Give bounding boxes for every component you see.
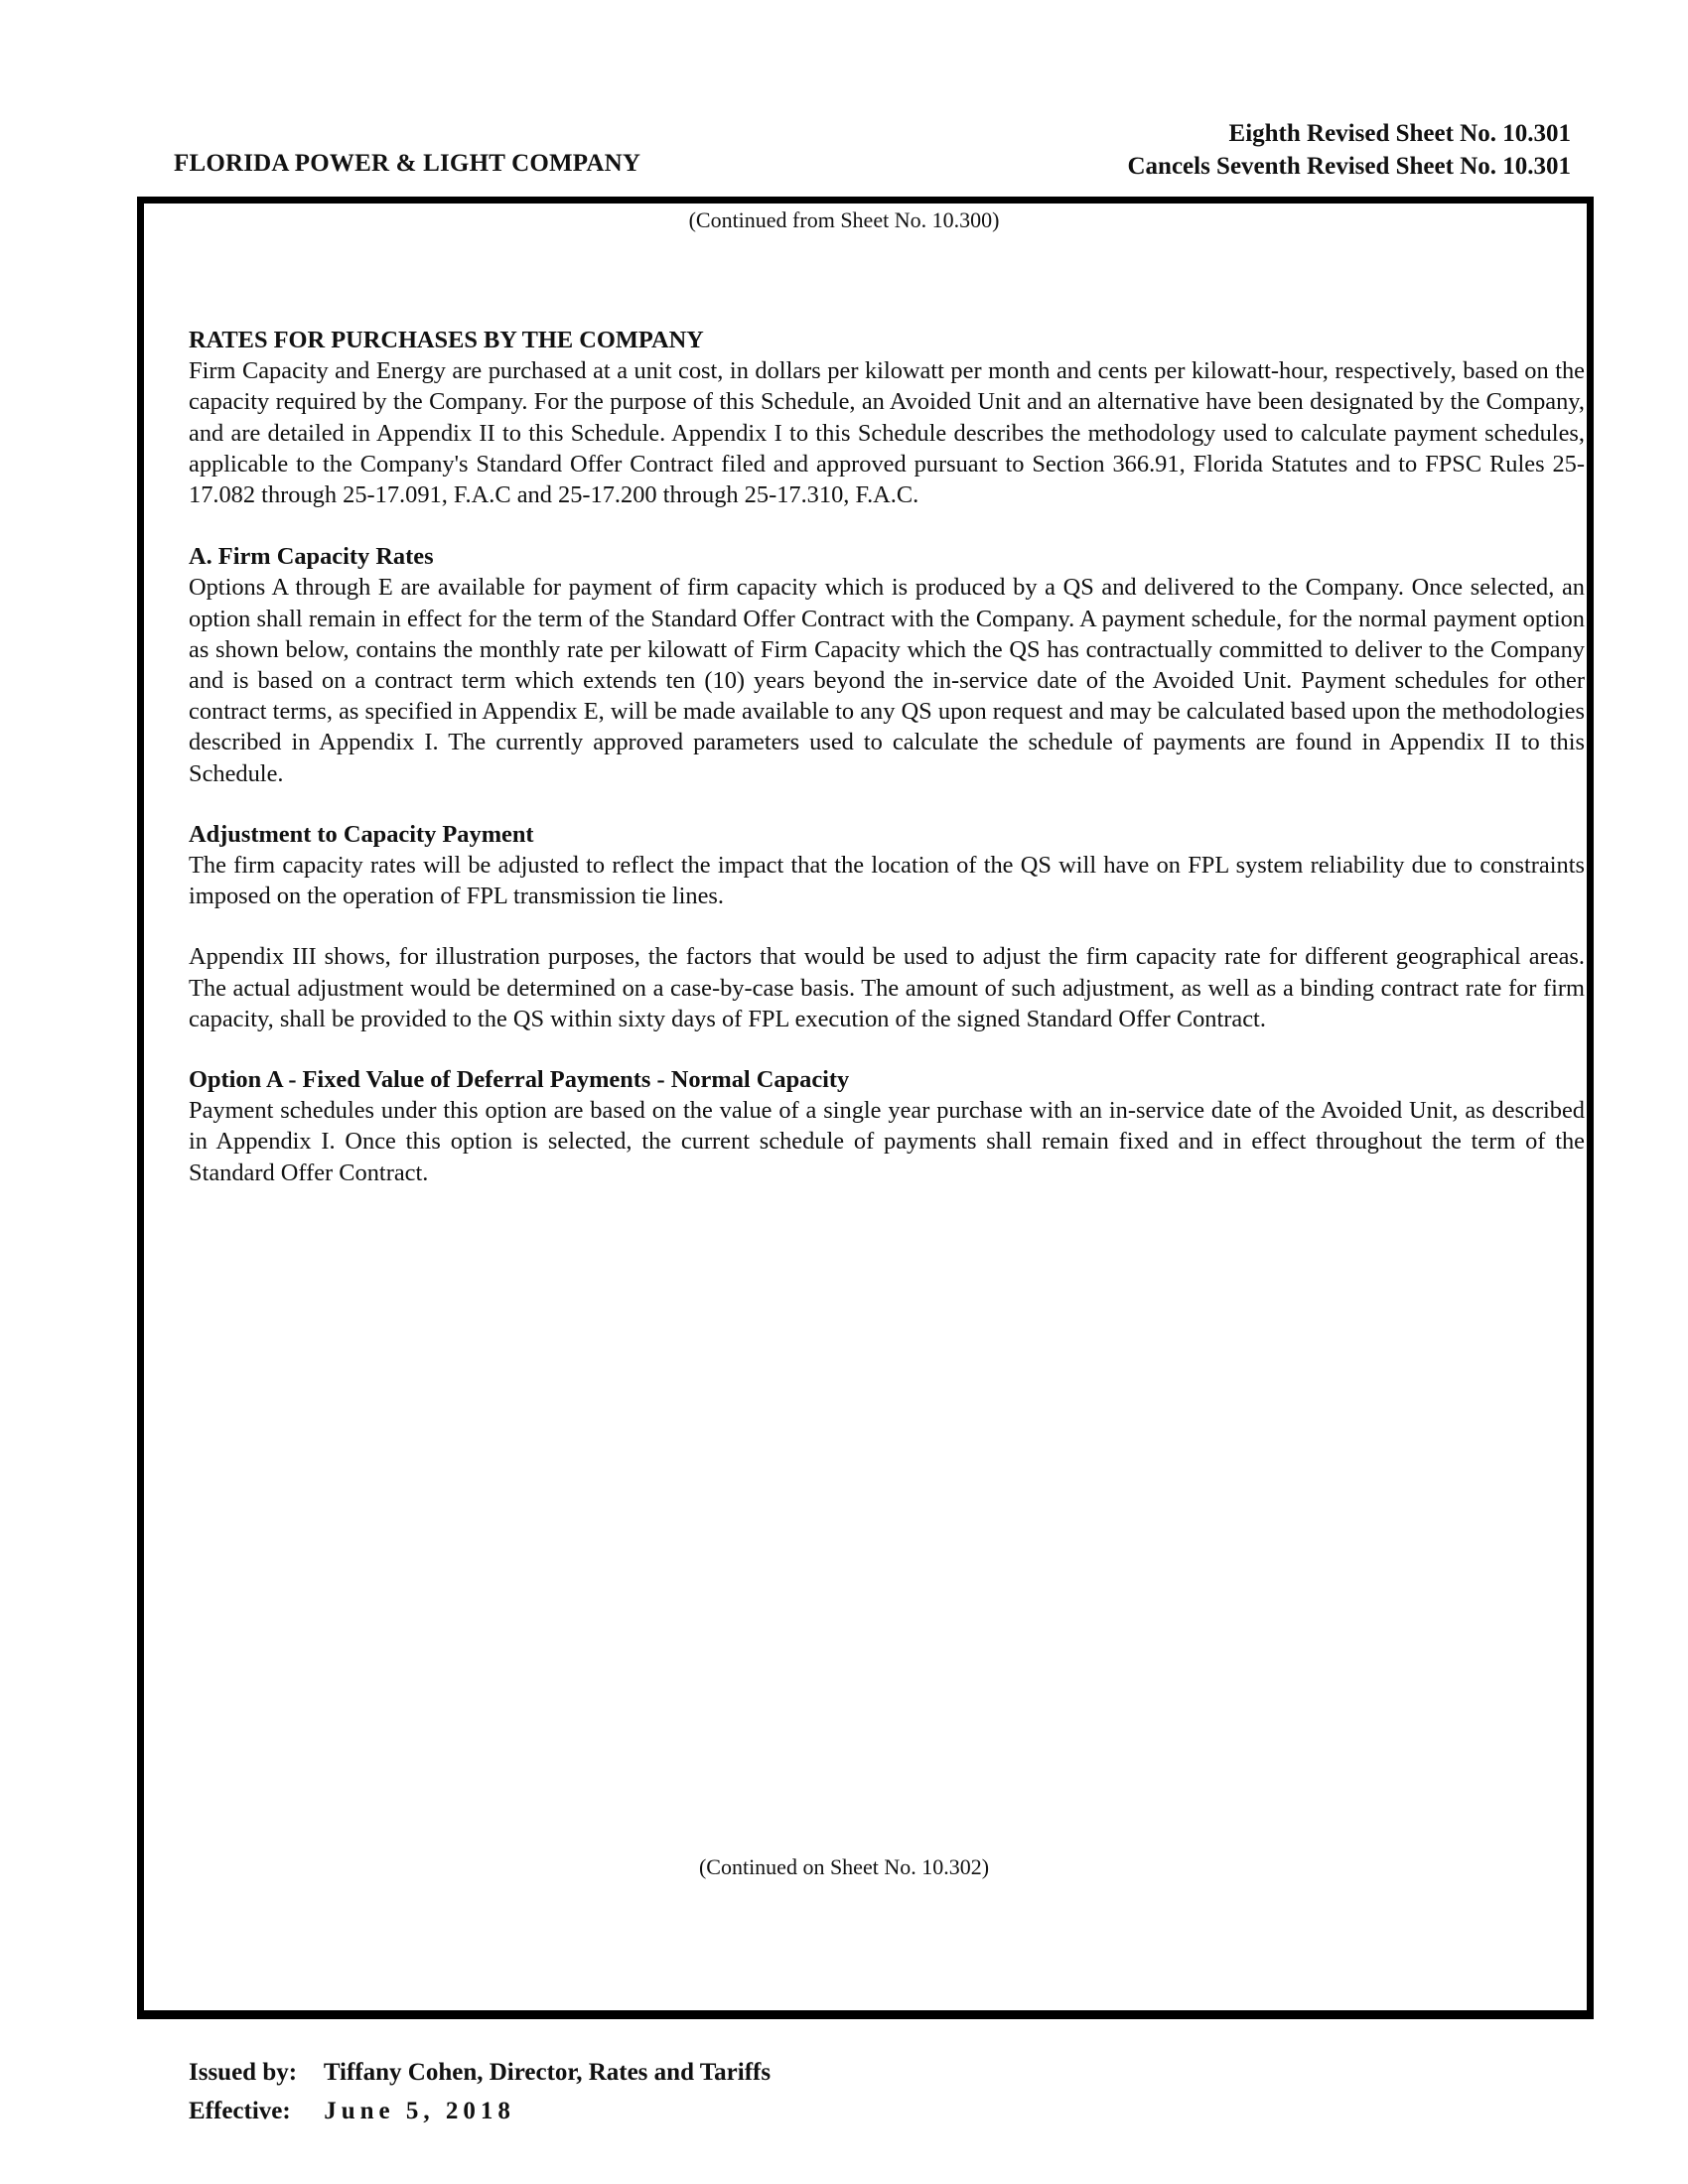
issued-by-value: Tiffany Cohen, Director, Rates and Tariffs: [323, 2059, 772, 2086]
rates-heading: RATES FOR PURCHASES BY THE COMPANY: [189, 327, 704, 353]
issued-by-line: [189, 2053, 771, 2092]
issuance-footer: [189, 2053, 771, 2130]
effective-label: Effective:: [189, 2098, 291, 2124]
adjustment-heading: Adjustment to Capacity Payment: [189, 820, 534, 848]
continued-from-note: (Continued from Sheet No. 10.300): [688, 207, 1000, 232]
cancels-sheet-number: Cancels Seventh Revised Sheet No. 10.301: [1127, 153, 1571, 180]
firm-capacity-paragraph: Options A through E are available for payment of firm capacity which is produced by a QS and delivered to the Company. Once selected, an option shall remain in effect for the term of the Standard Offer Contract with the Company. A payment schedule, for the normal payment option as shown below, contains the monthly rate per kilowatt of Firm Capacity which the QS has contractually committed to deliver to the Company and is based on a contract term which extends ten (10) years beyond the in-service date of the Avoided Unit. Payment schedules for other contract terms, as specified in Appendix E, will be made available to any QS upon request and may be calculated based upon the methodologies described in Appendix I. The currently approved parameters used to calculate the schedule of payments are found in Appendix II to this Schedule.: [189, 574, 1585, 787]
option-a-paragraph: Payment schedules under this option are based on the value of a single year purchase with an in-service date of the Avoided Unit, as described in Appendix I. Once this option is selected, the current schedule of payments shall remain fixed and in effect throughout the term of the Standard Offer Contract.: [189, 1097, 1585, 1186]
adjustment-paragraph-2: Appendix III shows, for illustration purposes, the factors that would be used to adjust the firm capacity rate for different geographical areas. The actual adjustment would be determined on a case-by-case basis. The amount of such adjustment, as well as a binding contract rate for firm capacity, shall be provided to the QS within sixty days of FPL execution of the signed Standard Offer Contract.: [189, 943, 1585, 1032]
continued-on-note: (Continued on Sheet No. 10.302): [698, 1854, 990, 1879]
effective-date: June 5, 2018: [324, 2098, 515, 2124]
option-a-heading: Option A - Fixed Value of Deferral Payments - Normal Capacity: [189, 1066, 850, 1094]
effective-line: [189, 2092, 771, 2130]
sheet-number-block: [1127, 117, 1571, 183]
firm-capacity-heading: A. Firm Capacity Rates: [189, 543, 434, 571]
company-name: FLORIDA POWER & LIGHT COMPANY: [174, 150, 641, 177]
rates-paragraph: Firm Capacity and Energy are purchased at a unit cost, in dollars per kilowatt per month and cents per kilowatt-hour, respectively, based on the capacity required by the Company. For the purpose of this Schedule, an Avoided Unit and an alternative have been designated by the Company, and are detailed in Appendix II to this Schedule. Appendix I to this Schedule describes the methodology used to calculate payment schedules, applicable to the Company's Standard Offer Contract filed and approved pursuant to Section 366.91, Florida Statutes and to FPSC Rules 25-17.082 through 25-17.091, F.A.C and 25-17.200 through 25-17.310, F.A.C.: [189, 357, 1585, 509]
tariff-body: [189, 325, 1585, 1188]
issued-by-label: Issued by:: [189, 2059, 298, 2086]
sheet-number: Eighth Revised Sheet No. 10.301: [1228, 120, 1571, 147]
adjustment-paragraph-1: The firm capacity rates will be adjusted to reflect the impact that the location of the QS will have on FPL system reliability due to constraints imposed on the operation of FPL transmission tie lines.: [189, 852, 1585, 910]
